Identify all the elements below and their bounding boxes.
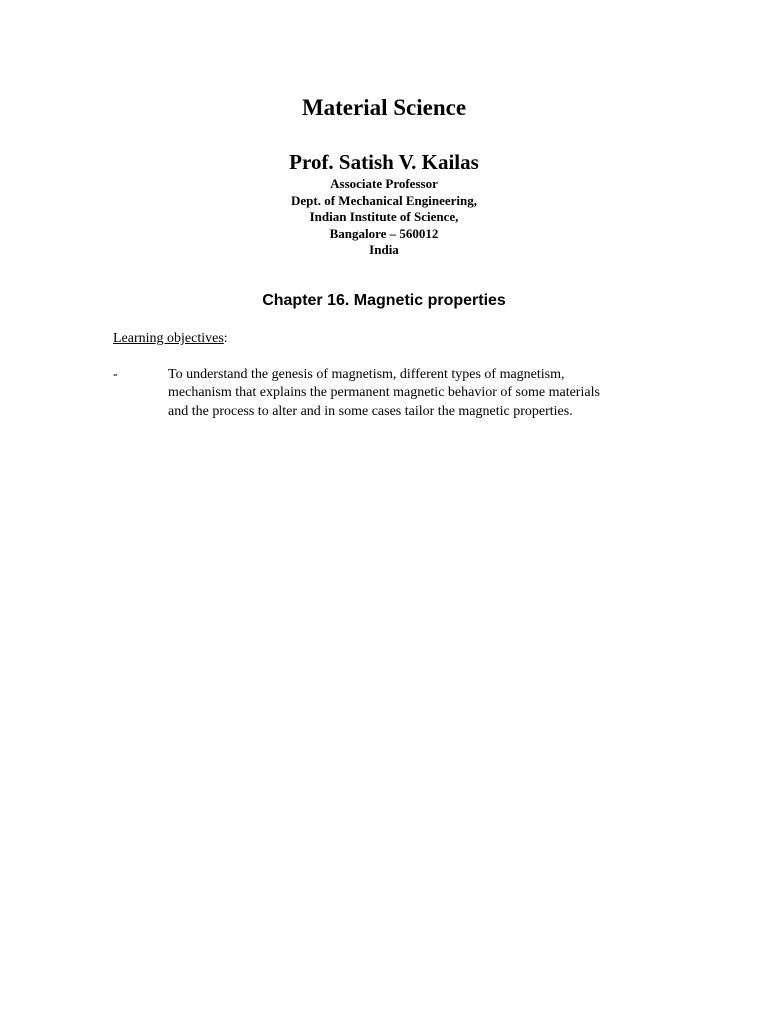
- document-title: Material Science: [301, 95, 467, 120]
- affiliation-line-country: India: [369, 242, 399, 257]
- affiliation-line-department: Dept. of Mechanical Engineering,: [291, 192, 477, 208]
- objective-line: To understand the genesis of magnetism, different types of magnetism,: [168, 367, 565, 382]
- objective-line: and the process to alter and in some cases tailor the magnetic properties.: [168, 403, 573, 419]
- affiliation-line-position: Associate Professor: [330, 176, 438, 191]
- chapter-heading: Chapter 16. Magnetic properties: [262, 292, 506, 309]
- objective-bullet-text: [168, 366, 688, 421]
- author-affiliation: [0, 176, 768, 259]
- affiliation-line-institute: Indian Institute of Science,: [309, 209, 459, 224]
- learning-objectives-heading: [113, 330, 228, 348]
- objective-line: mechanism that explains the permanent magnetic behavior of some materials: [168, 385, 600, 401]
- learning-objectives-colon: :: [223, 331, 228, 346]
- affiliation-line-city: Bangalore – 560012: [329, 225, 439, 241]
- objective-bullet-marker: -: [113, 367, 118, 382]
- learning-objectives-label: Learning objectives: [113, 331, 224, 346]
- author-name: Prof. Satish V. Kailas: [289, 150, 479, 174]
